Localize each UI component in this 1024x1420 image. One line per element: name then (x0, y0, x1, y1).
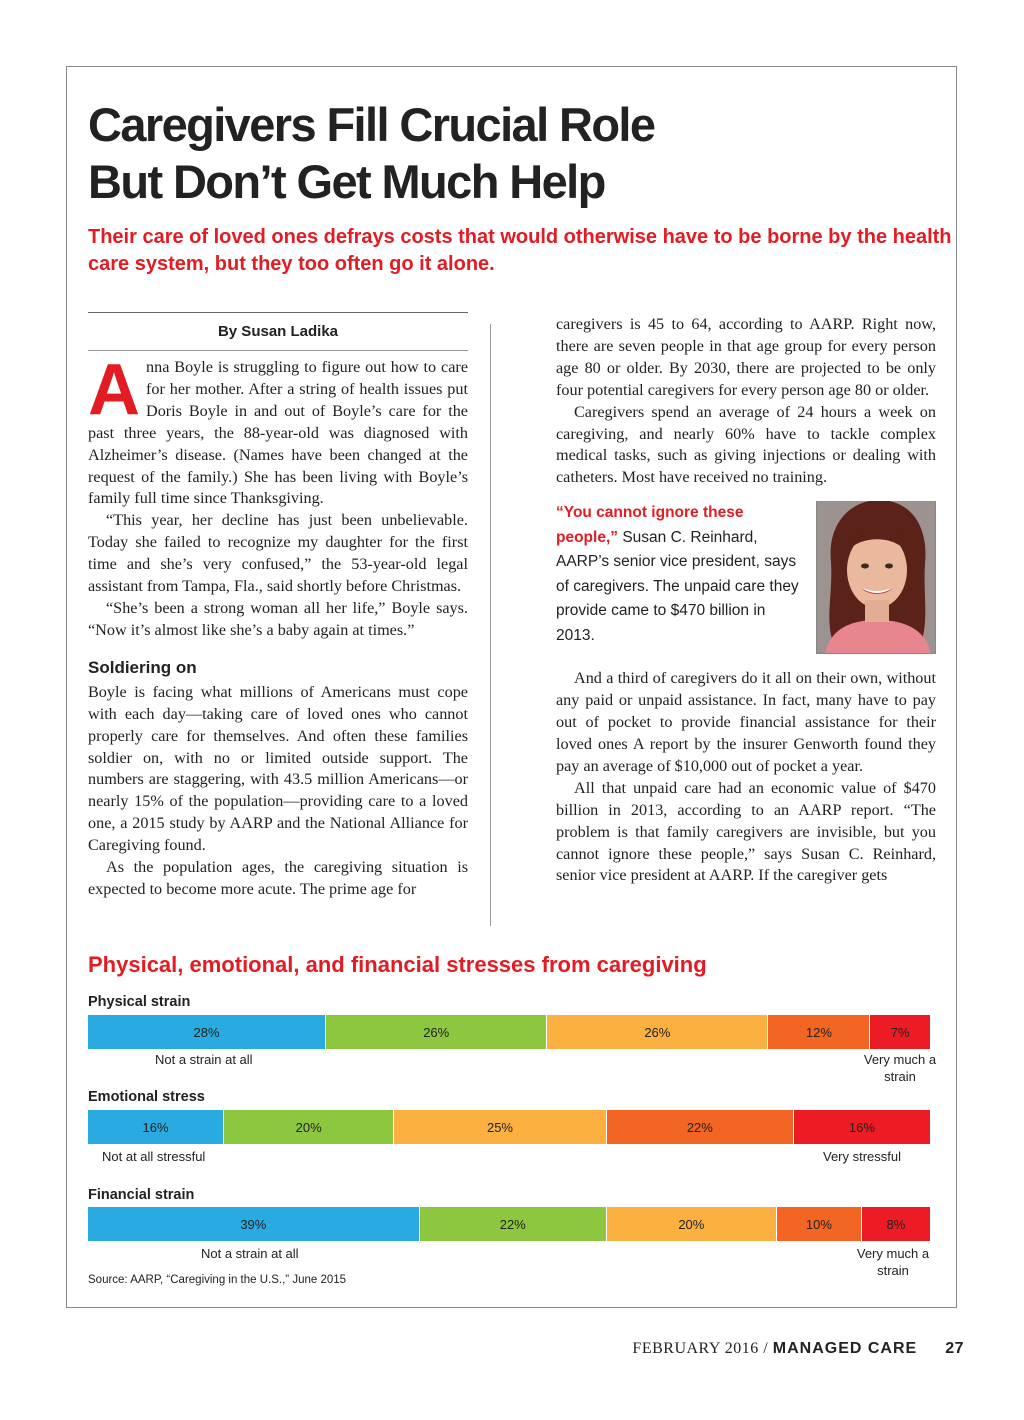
article-deck: Their care of loved ones defrays costs that would otherwise have to be borne by the health care system, but they too often go it alone. (88, 226, 952, 275)
pull-quote-highlight: “You cannot ignore these people,” (556, 504, 744, 546)
paragraph-8: And a third of caregivers do it all on their own, without any paid or unpaid assistance. In fact, many have to pay out of pocket to provide financial assistance for their loved ones A report by the insurer Genworth found they pay an average of $10,000 out of pocket a year. (556, 669, 936, 775)
page-number: 27 (945, 1340, 964, 1357)
scale-low-label: Not a strain at all (201, 1246, 299, 1261)
paragraph-2: “This year, her decline has just been unbelievable. Today she failed to recognize my daughter for the first time and she’s very confused,” the 53-year-old legal assistant from Tampa, Fla., said shortly before Christmas. (88, 511, 468, 596)
footer-date: FEBRUARY 2016 / (632, 1340, 773, 1357)
chart-source: Source: AARP, “Caregiving in the U.S.,” June 2015 (88, 1274, 347, 1286)
bar-segment: 12% (768, 1015, 870, 1049)
bar-segment: 39% (88, 1207, 420, 1241)
paragraph-3: “She’s been a strong woman all her life,” Boyle says. “Now it’s almost like she’s a baby again at times.” (88, 598, 468, 639)
paragraph-9: All that unpaid care had an economic value of $470 billion in 2013, according to an AARP report. “The problem is that family caregivers are invisible, but you cannot ignore these people,” says Susan C. Reinhard, senior vice president at AARP. If the caregiver gets (556, 778, 936, 885)
chart-series-label: Physical strain (88, 994, 191, 1010)
chart-series-label: Emotional stress (88, 1089, 205, 1105)
bar-segment: 22% (607, 1110, 794, 1144)
person-photo-illustration (817, 501, 936, 654)
portrait-photo (816, 501, 936, 654)
scale-high-label: Very stressful (822, 1149, 902, 1164)
bar-segment: 26% (547, 1015, 768, 1049)
bar-segment: 7% (870, 1015, 930, 1049)
bar-segment: 28% (88, 1015, 326, 1049)
scale-high-label: Very much a strain (863, 1052, 937, 1084)
stacked-bar-physical (88, 1015, 930, 1049)
drop-cap: A (88, 350, 140, 430)
bar-segment: 20% (224, 1110, 394, 1144)
column-divider (490, 324, 491, 926)
footer-magazine: MANAGED CARE (772, 1340, 918, 1357)
pull-quote-block (556, 501, 936, 654)
pull-quote-body: Susan C. Reinhard, AARP’s senior vice president, says of caregivers. The unpaid care they provide came to $470 billion in 2013. (556, 528, 799, 644)
scale-high-label: Very much a strain (856, 1246, 930, 1278)
pull-quote (556, 501, 806, 648)
bar-segment: 10% (777, 1207, 862, 1241)
paragraph-6: caregivers is 45 to 64, according to AARP. Right now, there are seven people in that age group for every person age 80 or older. By 2030, there are projected to be only four potential caregivers for every person age 80 or older. (556, 315, 936, 399)
bar-segment: 16% (794, 1110, 930, 1144)
scale-low-label: Not at all stressful (102, 1149, 206, 1164)
page-footer (632, 1340, 964, 1358)
article-title: Caregivers Fill Crucial Role But Don’t Get Much Help (88, 98, 655, 208)
bar-segment: 26% (326, 1015, 547, 1049)
paragraph-5: As the population ages, the caregiving situation is expected to become more acute. The prime age for (88, 858, 468, 898)
paragraph-7: Caregivers spend an average of 24 hours a week on caregiving, and nearly 60% have to tackle complex medical tasks, such as giving injections or dealing with catheters. Most have received no training. (556, 402, 936, 487)
paragraph-4: Boyle is facing what millions of Americans must cope with each day—taking care of loved ones who cannot properly care for themselves. And often these families soldier on, with no or limited outside support. The numbers are staggering, with 43.5 million Americans—or nearly 15% of the population—providing care to a loved one, a 2015 study by AARP and the National Alliance for Caregiving found. (88, 682, 468, 855)
article-column-right (556, 314, 936, 887)
byline: By Susan Ladika (88, 313, 468, 351)
article-column-left (88, 312, 468, 901)
stacked-bar-emotional (88, 1110, 930, 1144)
chart-title: Physical, emotional, and financial stresses from caregiving (88, 952, 707, 977)
bar-segment: 20% (607, 1207, 777, 1241)
stacked-bar-financial (88, 1207, 930, 1241)
bar-segment: 25% (394, 1110, 607, 1144)
bar-segment: 16% (88, 1110, 224, 1144)
bar-segment: 22% (420, 1207, 607, 1241)
paragraph-1: Anna Boyle is struggling to figure out how to care for her mother. After a string of health issues put Doris Boyle in and out of Boyle’s care for the past three years, the 88-year-old was diagnosed with Alzheimer’s disease. (Names have been changed at the request of the family.) She has been living with Boyle’s family full time since Thanksgiving. (88, 350, 468, 508)
bar-segment: 8% (862, 1207, 930, 1241)
scale-low-label: Not a strain at all (155, 1052, 253, 1067)
chart-series-label: Financial strain (88, 1187, 195, 1203)
subhead: Soldiering on (88, 657, 197, 677)
